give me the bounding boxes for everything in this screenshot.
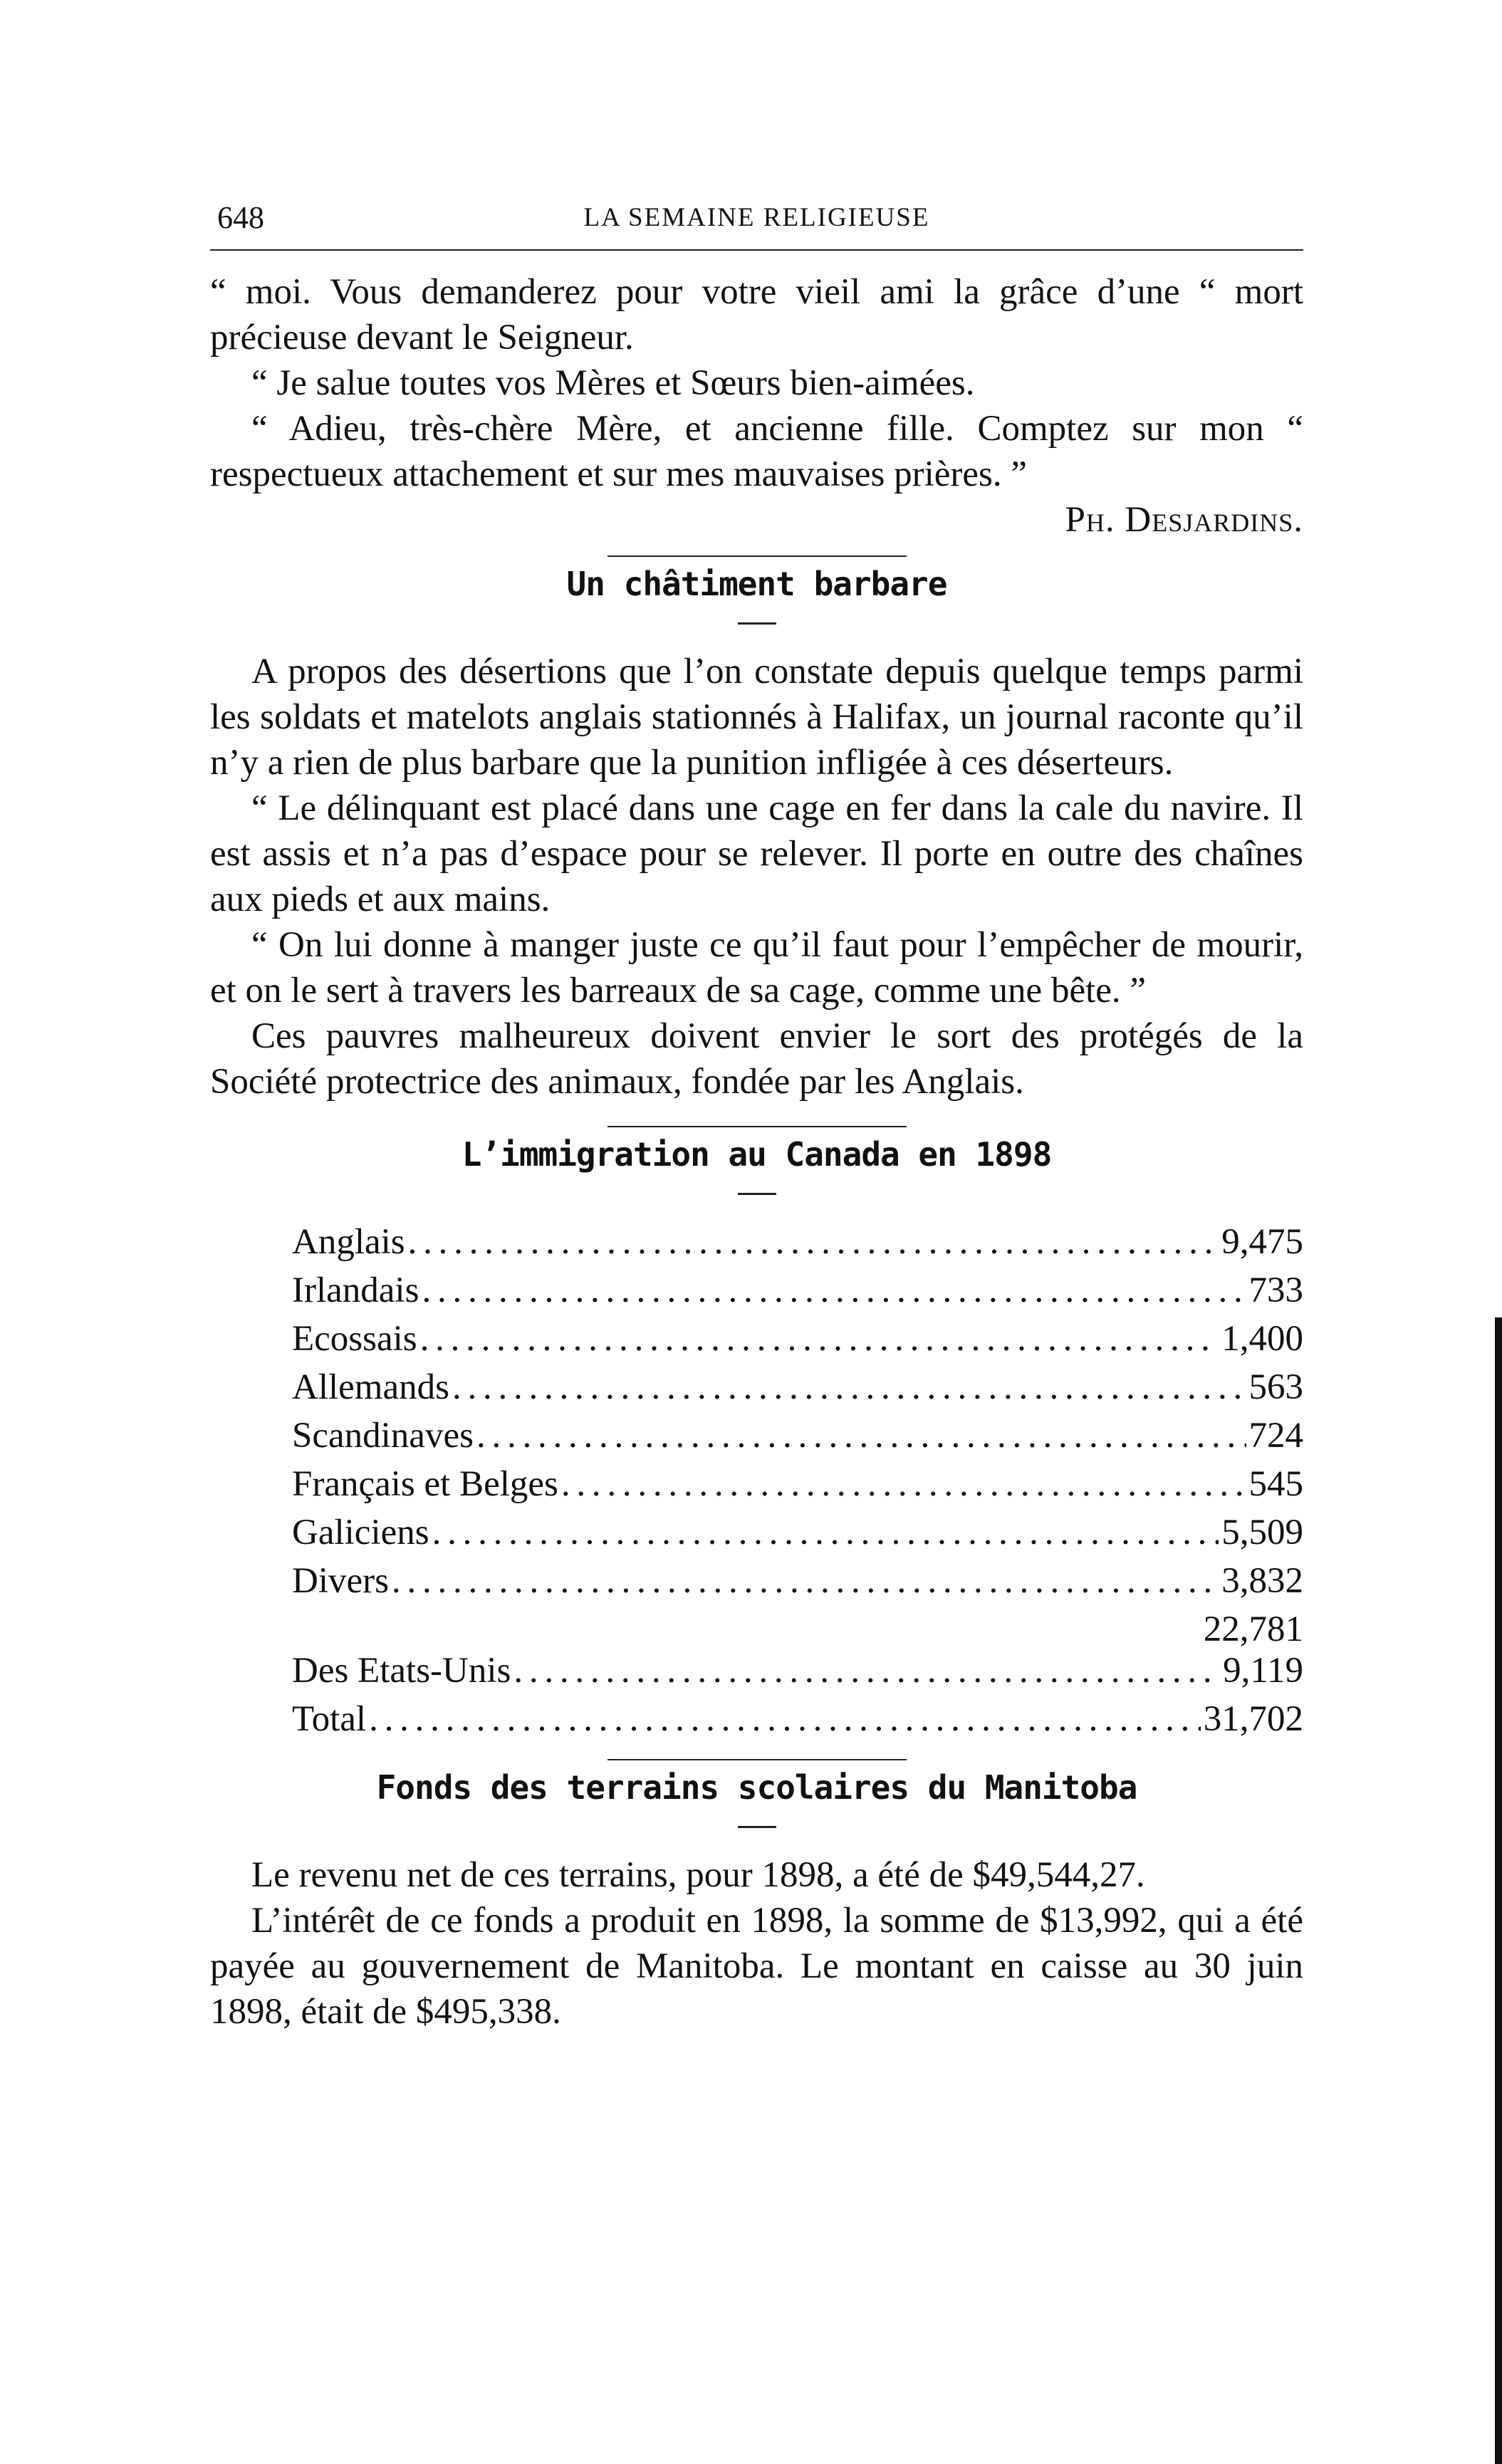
letter-line: “ Adieu, très-chère Mère, et ancienne fille. Comptez sur mon “ respectueux attachement et sur mes mauvaises prières. ”	[210, 409, 1303, 494]
table-row	[292, 1461, 1303, 1510]
row-label: Total	[292, 1699, 367, 1739]
title-dash	[738, 1193, 776, 1195]
article-paragraph: “ On lui donne à manger juste ce qu’il faut pour l’empêcher de mourir, et on le sert à travers les barreaux de sa cage, comme une bête. ”	[210, 925, 1303, 1011]
letter-signature: Ph. Desjardins.	[1065, 500, 1303, 540]
dot-leader	[392, 1558, 1219, 1604]
row-label: Ecossais	[292, 1319, 417, 1359]
row-label: Irlandais	[292, 1270, 419, 1310]
row-value: 9,119	[1223, 1651, 1303, 1691]
dot-leader	[432, 1510, 1219, 1555]
dot-leader	[369, 1696, 1201, 1742]
article-paragraph: A propos des désertions que l’on constate depuis quelque temps parmi les soldats et matelots anglais stationnés à Halifax, un journal raconte qu’il n’y a rien de plus barbare que la punition infligée à ces déserteurs.	[210, 652, 1303, 783]
title-dash	[738, 1826, 776, 1828]
table-row	[292, 1510, 1303, 1558]
section-divider	[607, 1126, 907, 1127]
table-row	[292, 1364, 1303, 1413]
article-paragraph: L’intérêt de ce fonds a produit en 1898, la somme de $13,992, qui a été payée au gouvernement de Manitoba. Le montant en caisse au 30 juin 1898, était de $495,338.	[210, 1901, 1303, 2032]
section-divider	[607, 555, 907, 557]
letter-line: “ Je salue toutes vos Mères et Sœurs bien-aimées.	[251, 363, 975, 403]
letter-line: “ moi. Vous demanderez pour votre vieil ami la grâce d’une “ mort précieuse devant le Seigneur.	[210, 272, 1303, 357]
dot-leader	[561, 1461, 1246, 1507]
dot-leader	[476, 1413, 1246, 1458]
section-divider	[607, 1759, 907, 1760]
row-value: 545	[1248, 1464, 1303, 1504]
row-value: 3,832	[1221, 1561, 1303, 1601]
row-value: 724	[1248, 1416, 1303, 1456]
article-title-chatiment: Un châtiment barbare	[566, 565, 947, 603]
row-value: 563	[1248, 1367, 1303, 1407]
row-value: 1,400	[1221, 1319, 1303, 1359]
table-row	[292, 1268, 1303, 1316]
table-row-total	[292, 1696, 1303, 1745]
row-label: Galiciens	[292, 1513, 429, 1552]
scan-edge-mark	[1495, 1317, 1502, 2464]
row-label: Anglais	[292, 1222, 405, 1262]
row-label: Français et Belges	[292, 1464, 558, 1504]
table-row	[292, 1316, 1303, 1364]
subtotal-value: 22,781	[1203, 1609, 1303, 1649]
row-value: 5,509	[1221, 1513, 1303, 1552]
running-title: LA SEMAINE RELIGIEUSE	[583, 203, 930, 232]
page-number: 648	[217, 200, 264, 235]
table-row-us	[292, 1648, 1303, 1696]
row-value: 733	[1248, 1270, 1303, 1310]
table-row	[292, 1558, 1303, 1607]
article-title-immigration: L’immigration au Canada en 1898	[461, 1135, 1052, 1174]
row-label: Allemands	[292, 1367, 449, 1407]
table-row	[292, 1413, 1303, 1461]
article-title-manitoba: Fonds des terrains scolaires du Manitoba	[376, 1768, 1137, 1807]
immigration-table	[292, 1219, 1303, 1745]
article-paragraph: Le revenu net de ces terrains, pour 1898, a été de $49,544,27.	[251, 1855, 1145, 1895]
dot-leader	[408, 1219, 1219, 1265]
row-value: 31,702	[1203, 1699, 1303, 1739]
page-body	[210, 269, 1303, 2035]
row-value: 9,475	[1221, 1222, 1303, 1262]
dot-leader	[513, 1648, 1220, 1693]
dot-leader	[422, 1268, 1246, 1313]
article-paragraph: “ Le délinquant est placé dans une cage en fer dans la cale du navire. Il est assis et n’a pas d’espace pour se relever. Il porte en outre des chaînes aux pieds et aux mains.	[210, 788, 1303, 919]
table-row	[292, 1219, 1303, 1268]
row-label: Divers	[292, 1561, 389, 1601]
row-label: Des Etats-Unis	[292, 1651, 511, 1691]
dot-leader	[420, 1316, 1219, 1362]
header-rule	[210, 249, 1303, 251]
article-paragraph: Ces pauvres malheureux doivent envier le sort des protégés de la Société protectrice des animaux, fondée par les Anglais.	[210, 1016, 1303, 1102]
title-dash	[738, 622, 776, 625]
subtotal-row	[292, 1607, 1303, 1648]
dot-leader	[452, 1364, 1246, 1410]
row-label: Scandinaves	[292, 1416, 474, 1456]
page-header	[210, 199, 1303, 242]
